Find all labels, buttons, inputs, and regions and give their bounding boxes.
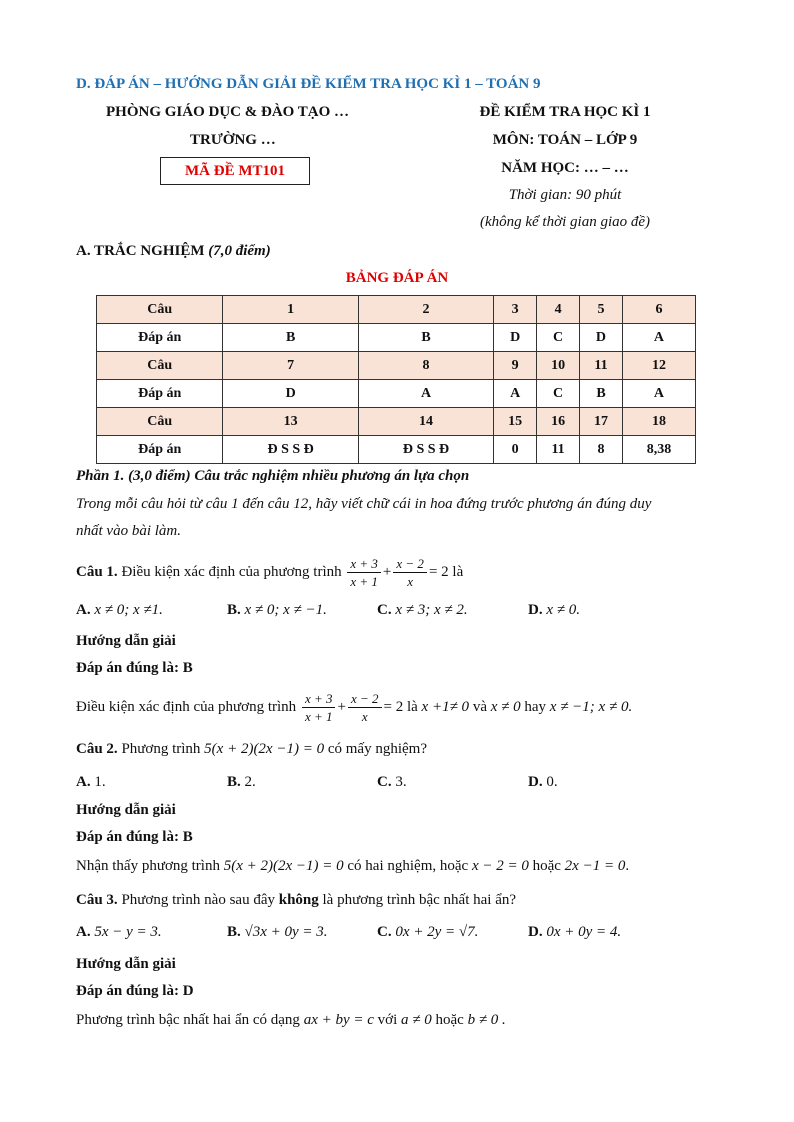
solution-text: là	[406, 698, 418, 715]
table-cell: D	[494, 324, 537, 352]
table-cell: A	[358, 380, 493, 408]
question-2-equation: 5(x + 2)(2x −1) = 0	[204, 741, 325, 757]
part1-instruction-line2: nhất vào bài làm.	[76, 523, 181, 539]
table-cell: B	[223, 324, 358, 352]
q2-guide-heading: Hướng dẫn giải	[76, 802, 176, 818]
question-1-end: là	[452, 563, 464, 580]
table-cell: Câu	[97, 352, 223, 380]
fraction-1-denominator: x + 1	[304, 708, 333, 724]
section-a-points: (7,0 điểm)	[208, 243, 271, 259]
table-cell: Đ S S Đ	[358, 436, 493, 464]
solution-text: hoặc	[435, 1012, 464, 1028]
option-letter: B.	[227, 602, 241, 618]
solution-text: với	[377, 1012, 398, 1028]
option-value: 3.	[395, 774, 407, 790]
document-title: D. ĐÁP ÁN – HƯỚNG DẪN GIẢI ĐỀ KIỂM TRA HỌC KÌ 1 – TOÁN 9	[76, 76, 541, 92]
table-cell: Câu	[97, 296, 223, 324]
table-cell: Đáp án	[97, 324, 223, 352]
school-name: TRƯỜNG …	[190, 132, 276, 148]
question-3-emphasis: không	[278, 892, 319, 908]
table-row	[97, 436, 696, 464]
q2-option-a	[76, 774, 106, 791]
condition-3: b ≠ 0 .	[467, 1012, 506, 1028]
table-cell: 9	[494, 352, 537, 380]
part1-instruction-line1: Trong mỗi câu hỏi từ câu 1 đến câu 12, hãy viết chữ cái in hoa đứng trước phương án đúng duy	[76, 496, 652, 512]
q1-option-b	[227, 602, 327, 619]
solution-text: có hai nghiệm, hoặc	[347, 858, 469, 874]
condition-2: a ≠ 0	[401, 1012, 432, 1028]
option-value: x ≠ 0; x ≠1.	[94, 602, 163, 618]
condition-3: x ≠ −1; x ≠ 0.	[549, 698, 633, 715]
table-cell: 8	[580, 436, 623, 464]
table-cell: 16	[537, 408, 580, 436]
q3-option-b	[227, 924, 328, 941]
option-value: 5x − y = 3.	[94, 924, 162, 940]
q3-option-d	[528, 924, 621, 941]
solution-text: Điều kiện xác định của phương trình	[76, 698, 297, 715]
option-letter: C.	[377, 924, 392, 940]
table-cell: 3	[494, 296, 537, 324]
option-value: 0x + 2y = √7.	[395, 924, 479, 940]
q1-solution	[76, 689, 632, 725]
table-cell: 13	[223, 408, 358, 436]
option-value: x ≠ 3; x ≠ 2.	[395, 602, 468, 618]
q2-answer: Đáp án đúng là: B	[76, 829, 193, 845]
subject-name: MÔN: TOÁN – LỚP 9	[492, 132, 638, 148]
option-letter: D.	[528, 924, 543, 940]
condition-2: x ≠ 0	[490, 698, 521, 715]
solution-text: hoặc	[532, 858, 561, 874]
option-letter: A.	[76, 774, 91, 790]
option-letter: B.	[227, 924, 241, 940]
table-cell: 8,38	[622, 436, 695, 464]
exam-name: ĐỀ KIỂM TRA HỌC KÌ 1	[479, 104, 651, 120]
exam-code-box: MÃ ĐỀ MT101	[160, 157, 310, 185]
answer-table	[96, 295, 696, 464]
equation-tail: = 2	[383, 698, 404, 715]
q2-option-b	[227, 774, 256, 791]
option-value: 0x + 0y = 4.	[546, 924, 622, 940]
table-cell: C	[537, 380, 580, 408]
fraction-2	[348, 690, 382, 725]
question-2-label: Câu 2.	[76, 741, 118, 757]
option-value: x ≠ 0.	[546, 602, 580, 618]
q3-solution	[76, 1012, 506, 1029]
option-value: x ≠ 0; x ≠ −1.	[244, 602, 327, 618]
table-cell: 8	[358, 352, 493, 380]
condition-1: x − 2 = 0	[471, 858, 529, 874]
q1-answer: Đáp án đúng là: B	[76, 660, 193, 676]
table-cell: C	[537, 324, 580, 352]
section-a-label: A. TRẮC NGHIỆM	[76, 243, 205, 259]
answer-table-title: BẢNG ĐÁP ÁN	[345, 270, 449, 286]
q2-solution: Nhận thấy phương trình 5(x + 2)(2x −1) = 0 có hai nghiệm, hoặc x − 2 = 0 hoặc 2x −1 = 0.	[76, 858, 630, 874]
table-cell: Đáp án	[97, 380, 223, 408]
option-letter: D.	[528, 602, 543, 618]
option-letter: A.	[76, 602, 91, 618]
table-row	[97, 296, 696, 324]
table-cell: A	[622, 380, 695, 408]
option-letter: D.	[528, 774, 543, 790]
equation-tail: = 2	[428, 563, 449, 580]
option-value: 0.	[546, 774, 558, 790]
duration-note: (không kể thời gian giao đề)	[479, 214, 651, 230]
fraction-2-denominator: x	[361, 708, 368, 724]
question-3	[76, 892, 516, 909]
table-row	[97, 324, 696, 352]
q2-option-d	[528, 774, 558, 791]
q1-guide-heading: Hướng dẫn giải	[76, 633, 176, 649]
fraction-1	[302, 690, 336, 725]
table-cell: D	[580, 324, 623, 352]
department-name: PHÒNG GIÁO DỤC & ĐÀO TẠO …	[106, 104, 350, 120]
condition-1: ax + by = c	[303, 1012, 374, 1028]
table-cell: 17	[580, 408, 623, 436]
table-cell: 1	[223, 296, 358, 324]
q2-option-c	[377, 774, 407, 791]
option-letter: B.	[227, 774, 241, 790]
table-cell: 6	[622, 296, 695, 324]
table-cell: 11	[537, 436, 580, 464]
exam-duration: Thời gian: 90 phút	[508, 187, 622, 203]
section-a-heading	[76, 243, 271, 260]
fraction-2-denominator: x	[407, 573, 414, 589]
option-letter: C.	[377, 774, 392, 790]
plus-sign: +	[382, 563, 392, 580]
table-cell: 11	[580, 352, 623, 380]
table-row	[97, 408, 696, 436]
table-cell: D	[223, 380, 358, 408]
option-letter: C.	[377, 602, 392, 618]
solution-text: và	[472, 698, 487, 715]
question-3-text: Phương trình nào sau đây	[121, 892, 275, 908]
solution-text: Nhận thấy phương trình	[76, 858, 220, 874]
question-3-text: là phương trình bậc nhất hai ẩn?	[322, 892, 517, 908]
condition-2: 2x −1 = 0	[564, 858, 626, 874]
table-cell: Câu	[97, 408, 223, 436]
table-cell: 14	[358, 408, 493, 436]
fraction-1	[347, 555, 381, 590]
table-cell: 12	[622, 352, 695, 380]
q3-option-a	[76, 924, 162, 941]
option-value: 1.	[94, 774, 106, 790]
part1-heading: Phần 1. (3,0 điểm) Câu trắc nghiệm nhiều phương án lựa chọn	[76, 468, 470, 484]
table-cell: 2	[358, 296, 493, 324]
table-cell: B	[580, 380, 623, 408]
fraction-1-numerator: x + 3	[302, 690, 336, 708]
table-cell: 15	[494, 408, 537, 436]
table-cell: Đáp án	[97, 436, 223, 464]
option-value: √3x + 0y = 3.	[244, 924, 328, 940]
option-letter: A.	[76, 924, 91, 940]
table-cell: 0	[494, 436, 537, 464]
q3-option-c	[377, 924, 478, 941]
table-cell: A	[494, 380, 537, 408]
question-3-label: Câu 3.	[76, 892, 118, 908]
solution-text: hay	[524, 698, 547, 715]
table-row	[97, 380, 696, 408]
table-cell: B	[358, 324, 493, 352]
condition-1: x +1≠ 0	[421, 698, 470, 715]
q3-guide-heading: Hướng dẫn giải	[76, 956, 176, 972]
q1-option-d	[528, 602, 580, 619]
plus-sign: +	[337, 698, 346, 715]
solution-text: Phương trình bậc nhất hai ẩn có dạng	[76, 1012, 300, 1028]
q3-answer: Đáp án đúng là: D	[76, 983, 194, 999]
question-2	[76, 741, 427, 758]
question-1	[76, 554, 463, 590]
question-1-text: Điều kiện xác định của phương trình	[121, 563, 342, 580]
school-year: NĂM HỌC: … – …	[501, 160, 629, 176]
fraction-2-numerator: x − 2	[393, 555, 427, 573]
question-2-equation: 5(x + 2)(2x −1) = 0	[223, 858, 344, 874]
fraction-2-numerator: x − 2	[348, 690, 382, 708]
q1-option-c	[377, 602, 468, 619]
fraction-2	[393, 555, 427, 590]
table-cell: Đ S S Đ	[223, 436, 358, 464]
q1-option-a	[76, 602, 163, 619]
question-1-label: Câu 1.	[76, 563, 118, 580]
table-cell: 4	[537, 296, 580, 324]
fraction-1-numerator: x + 3	[347, 555, 381, 573]
fraction-1-denominator: x + 1	[350, 573, 378, 589]
table-cell: 7	[223, 352, 358, 380]
question-2-end: có mấy nghiệm?	[327, 741, 427, 757]
option-value: 2.	[244, 774, 256, 790]
table-cell: 18	[622, 408, 695, 436]
table-cell: 10	[537, 352, 580, 380]
table-cell: A	[622, 324, 695, 352]
table-cell: 5	[580, 296, 623, 324]
question-2-text: Phương trình	[121, 741, 201, 757]
table-row	[97, 352, 696, 380]
